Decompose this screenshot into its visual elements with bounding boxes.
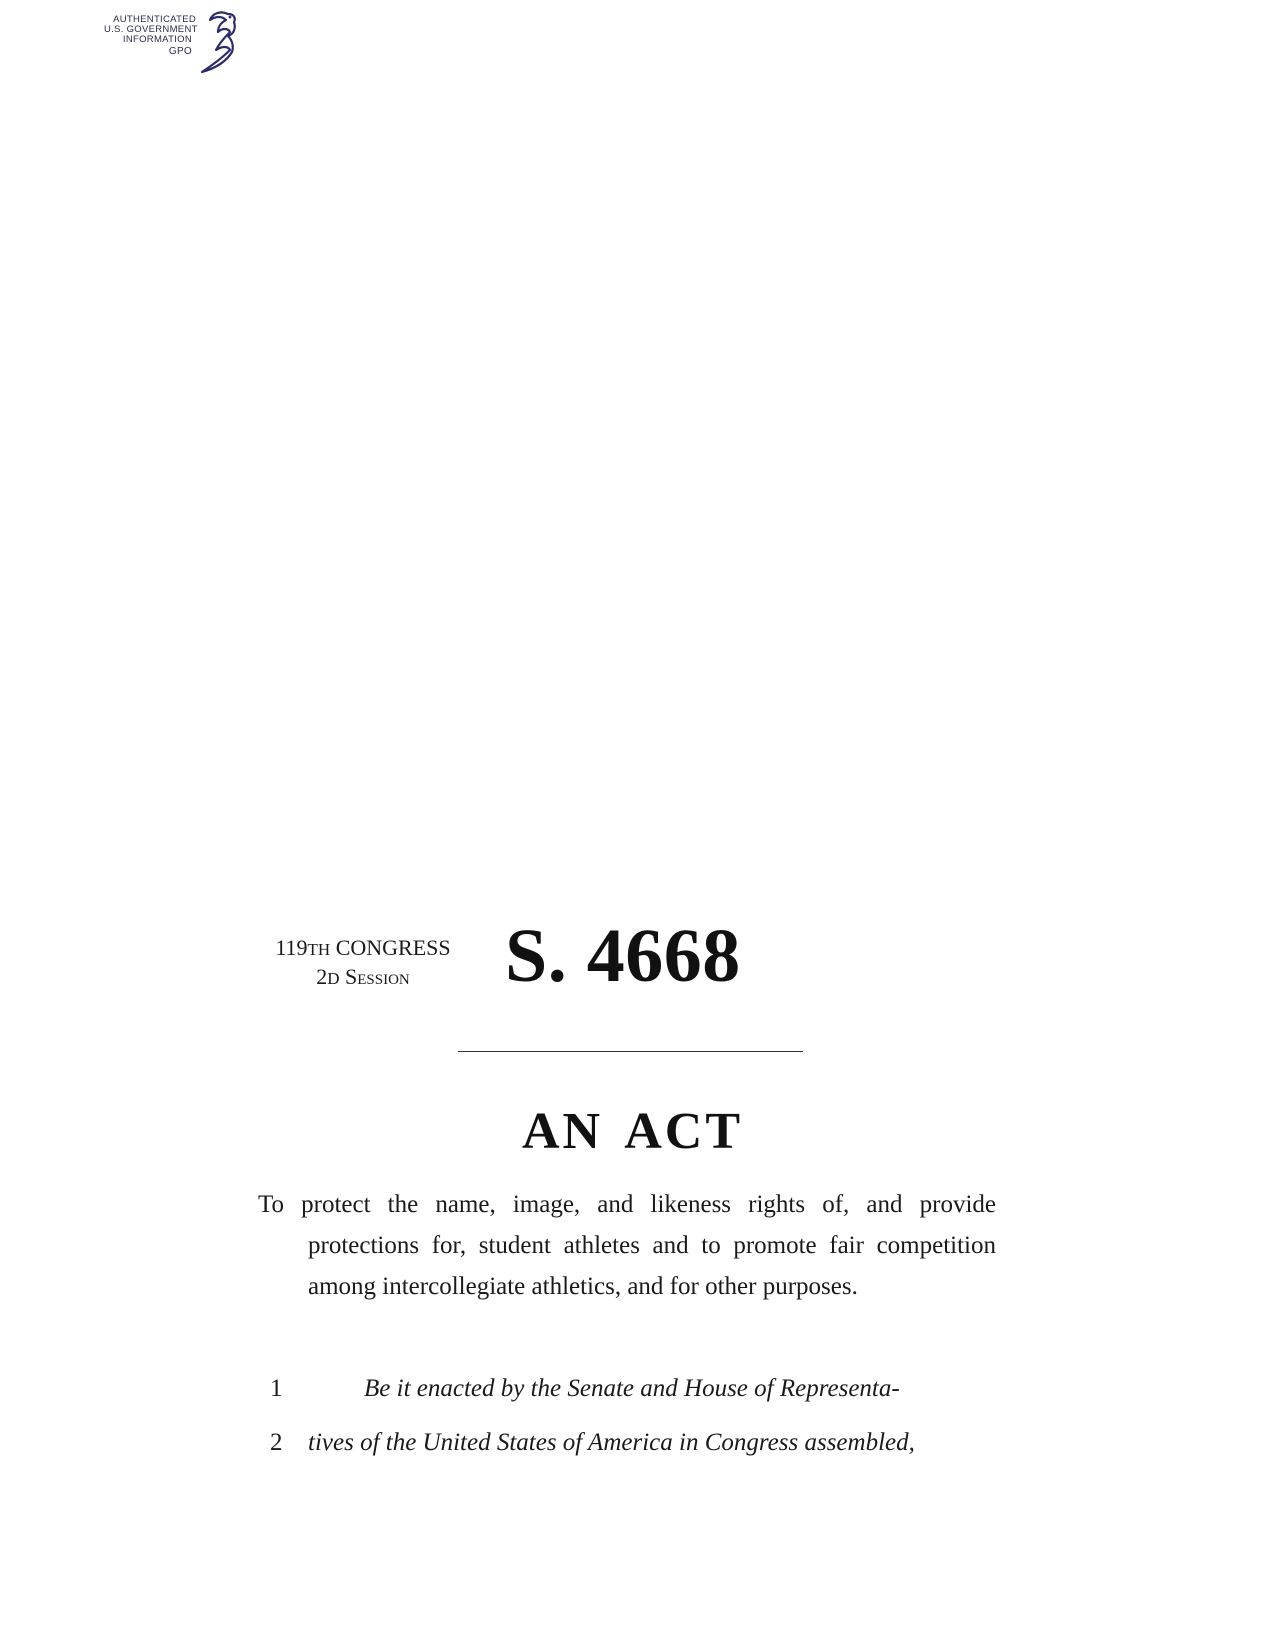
session-word: Session [345,964,410,989]
eagle-icon [192,8,238,76]
bill-number: S. 4668 [505,914,741,998]
congress-number: 119 [275,935,308,960]
enacting-clause-line-2: tives of the United States of America in Congress assembled, [308,1429,915,1456]
seal-text-government: U.S. GOVERNMENT [104,24,198,35]
gpo-authentication-seal [104,8,240,78]
congress-suffix: TH [307,940,331,959]
seal-text-gpo: GPO [168,46,192,57]
session-line [256,963,470,992]
session-number: 2 [316,964,328,989]
enacting-clause-line-1: Be it enacted by the Senate and House of Representa- [364,1375,900,1402]
seal-text-authenticated: AUTHENTICATED [113,14,196,25]
congress-line [256,934,470,963]
congress-session-block [256,934,470,992]
line-number-1: 1 [270,1375,283,1402]
header-divider [458,1051,803,1052]
seal-text-information: INFORMATION [122,34,192,45]
long-title: To protect the name, image, and likeness rights of, and provide protections for, student athletes and to promote fair competition among intercollegiate athletics, and for other purposes. [258,1191,996,1300]
congress-word: CONGRESS [335,935,451,960]
act-heading: AN ACT [521,1103,744,1160]
line-number-2: 2 [270,1429,283,1456]
session-suffix: D [327,969,340,988]
